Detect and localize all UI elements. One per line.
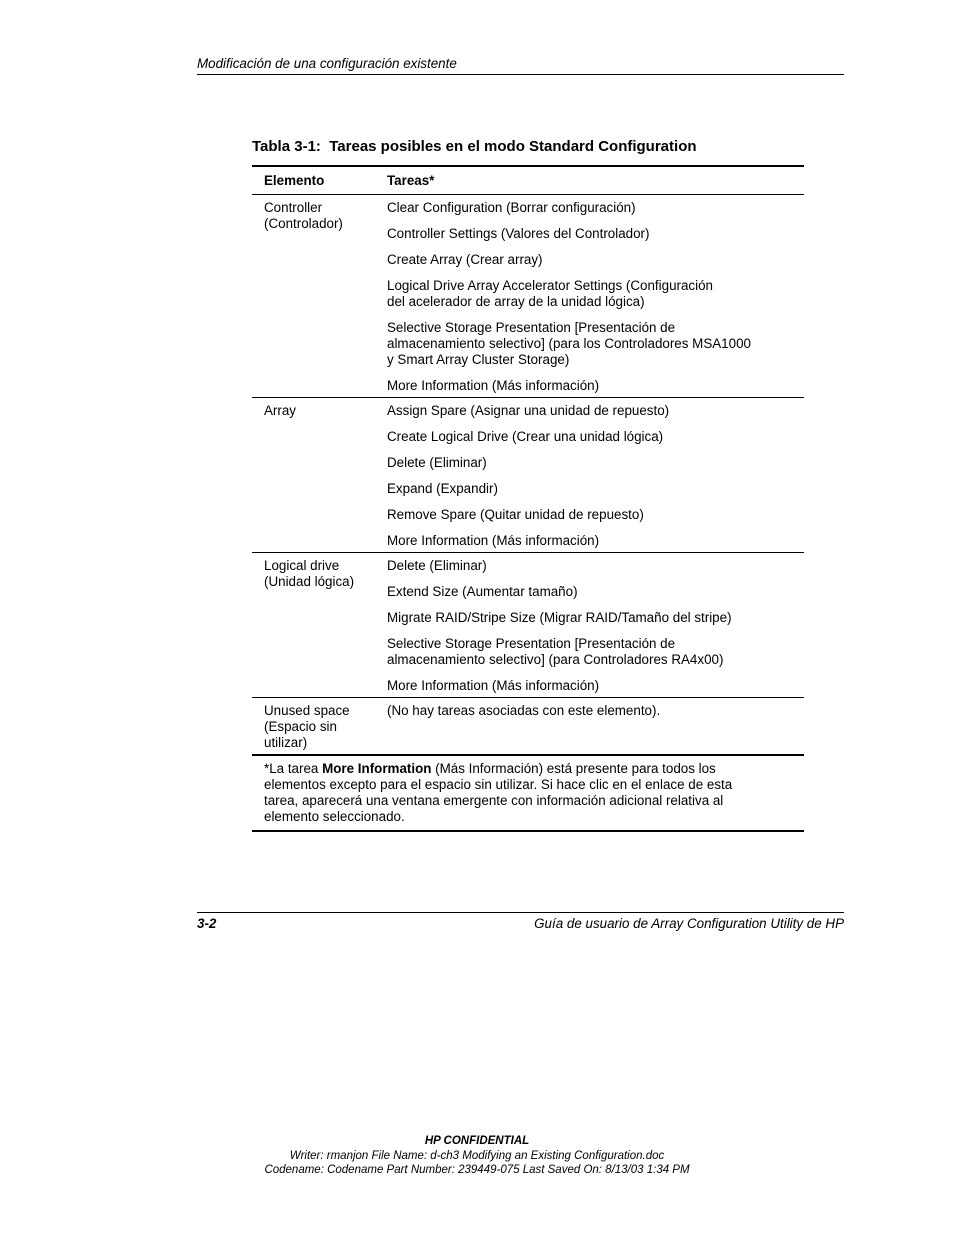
- element-cell: [252, 553, 376, 698]
- task-item: [387, 553, 804, 579]
- confidential-title: HP CONFIDENTIAL: [424, 1135, 530, 1147]
- task-line: Extend Size (Aumentar tamaño): [387, 584, 578, 599]
- table-row: [252, 553, 804, 698]
- element-name-line: Controller: [264, 200, 323, 215]
- element-name: [264, 195, 376, 235]
- table-row: [252, 398, 804, 553]
- task-item: [387, 373, 804, 397]
- note-line: (Más Información) está presente para todos los: [431, 761, 716, 776]
- element-name-line: (Espacio sin: [264, 719, 337, 734]
- element-name-line: Unused space: [264, 703, 350, 718]
- element-name: [264, 398, 376, 422]
- element-name-line: (Unidad lógica): [264, 574, 355, 589]
- tasks-cell: [376, 195, 804, 398]
- task-line: y Smart Array Cluster Storage): [387, 352, 570, 367]
- tasks-cell: [376, 553, 804, 698]
- task-item: [387, 605, 804, 631]
- task-line: Create Logical Drive (Crear una unidad lógica): [387, 429, 664, 444]
- task-item: [387, 579, 804, 605]
- task-item: [387, 698, 804, 722]
- page-number: 3-2: [197, 916, 217, 931]
- task-line: almacenamiento selectivo] (para los Controladores MSA1000: [387, 336, 751, 351]
- task-item: [387, 247, 804, 273]
- table-row: [252, 698, 804, 756]
- tasks-table: [252, 165, 804, 832]
- task-line: del acelerador de array de la unidad lógica): [387, 294, 645, 309]
- task-item: [387, 502, 804, 528]
- element-cell: [252, 698, 376, 756]
- tasks-cell: [376, 698, 804, 756]
- table-caption: Tabla 3-1: Tareas posibles en el modo Standard Configuration: [252, 138, 697, 155]
- running-header: [197, 56, 844, 75]
- table-note-row: [252, 755, 804, 831]
- task-line: Create Array (Crear array): [387, 252, 543, 267]
- element-name: [264, 698, 376, 754]
- task-item: [387, 398, 804, 424]
- column-header-tareas: Tareas*: [376, 166, 804, 195]
- table-header-row: [252, 166, 804, 195]
- tasks-cell: [376, 398, 804, 553]
- task-line: More Information (Más información): [387, 378, 600, 393]
- task-line: Delete (Eliminar): [387, 455, 487, 470]
- task-line: Clear Configuration (Borrar configuración): [387, 200, 636, 215]
- task-item: [387, 273, 804, 315]
- element-name-line: Array: [264, 403, 296, 418]
- task-line: Assign Spare (Asignar una unidad de repuesto): [387, 403, 670, 418]
- confidential-codename-line: Codename: Codename Part Number: 239449-075 Last Saved On: 8/13/03 1:34 PM: [264, 1164, 690, 1176]
- task-item: [387, 221, 804, 247]
- task-line: Selective Storage Presentation [Presentación de: [387, 636, 676, 651]
- column-header-elemento: Elemento: [252, 166, 376, 195]
- element-name: [264, 553, 376, 593]
- table-body: [252, 195, 804, 756]
- element-name-line: (Controlador): [264, 216, 343, 231]
- table-note: [252, 755, 804, 831]
- task-line: Expand (Expandir): [387, 481, 498, 496]
- task-line: Controller Settings (Valores del Controlador): [387, 226, 650, 241]
- book-title: Guía de usuario de Array Configuration Utility de HP: [534, 916, 844, 931]
- task-item: [387, 450, 804, 476]
- page-footer: [197, 912, 844, 931]
- note-line: elementos excepto para el espacio sin utilizar. Si hace clic en el enlace de esta: [264, 777, 733, 792]
- element-cell: [252, 195, 376, 398]
- confidential-block: [0, 1134, 954, 1178]
- confidential-writer-line: Writer: rmanjon File Name: d-ch3 Modifying an Existing Configuration.doc: [289, 1149, 665, 1162]
- task-line: Migrate RAID/Stripe Size (Migrar RAID/Tamaño del stripe): [387, 610, 732, 625]
- task-item: [387, 315, 804, 373]
- task-item: [387, 476, 804, 502]
- running-header-title: Modificación de una configuración existente: [197, 56, 457, 71]
- note-line: tarea, aparecerá una ventana emergente con información adicional relativa al: [264, 793, 724, 808]
- task-item: [387, 424, 804, 450]
- task-line: Remove Spare (Quitar unidad de repuesto): [387, 507, 644, 522]
- task-line: Delete (Eliminar): [387, 558, 487, 573]
- table-row: [252, 195, 804, 398]
- task-line: More Information (Más información): [387, 533, 600, 548]
- task-item: [387, 631, 804, 673]
- task-line: More Information (Más información): [387, 678, 600, 693]
- note-prefix: *La tarea: [264, 761, 323, 776]
- task-line: Logical Drive Array Accelerator Settings (Configuración: [387, 278, 713, 293]
- task-line: Selective Storage Presentation [Presentación de: [387, 320, 676, 335]
- task-line: (No hay tareas asociadas con este elemento).: [387, 703, 661, 718]
- task-item: [387, 528, 804, 552]
- task-item: [387, 673, 804, 697]
- element-name-line: Logical drive: [264, 558, 340, 573]
- element-name-line: utilizar): [264, 735, 308, 750]
- note-bold-term: More Information: [322, 761, 432, 776]
- element-cell: [252, 398, 376, 553]
- note-line: elemento seleccionado.: [264, 809, 405, 824]
- task-item: [387, 195, 804, 221]
- task-line: almacenamiento selectivo] (para Controladores RA4x00): [387, 652, 724, 667]
